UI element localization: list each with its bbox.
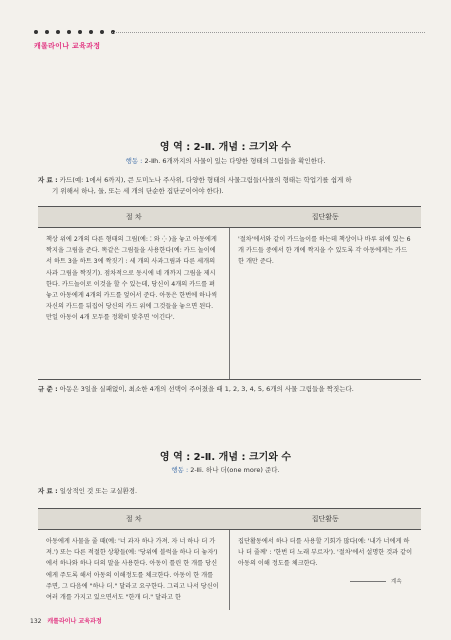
procedure-header: 절 차 — [38, 207, 230, 228]
continue-label: 계속 — [391, 579, 402, 585]
section2-material — [38, 486, 137, 497]
material-label: 자 료 : — [38, 176, 58, 184]
header-dots — [34, 30, 115, 34]
section1-activity-table — [38, 206, 421, 380]
page-footer — [30, 616, 102, 625]
section1-criterion — [38, 384, 421, 393]
material-text-1: 카드(예: 1에서 6까지), 큰 도미노나 주사위, 다양한 형태의 사물그림들(사물의 형태는 학업기를 쉽게 하 — [59, 176, 352, 184]
behavior-label: 행동 : — [171, 466, 189, 474]
procedure-header: 절 차 — [38, 509, 230, 530]
group-activity-text: '절차'에서와 같이 카드놀이를 하는데 책상이나 바루 위에 있는 6개 카드들 중에서 한 개에 짝지을 수 있도록 각 아동에게는 카드 한 개만 준다. — [230, 228, 422, 380]
group-activity-header: 집단활동 — [230, 509, 422, 530]
footer-book-title: 캐롤라이나 교육과정 — [47, 618, 102, 625]
page-number: 132 — [30, 618, 42, 625]
procedure-text: 책상 위에 2개의 다른 형태의 그림(예: ⁚ 와 ⁛ )을 놓고 아동에게 짝지을 그림을 준다. 똑같은 그림들을 사용한다(예: 카드 놀이에서 하트 3을 하트 3에 짝짓기 : 세 개의 사과그림과 다른 세개의 사과 그림을 짝짓기). 점차적으로 동시에 네 개까지 그림을 제시한다. 카드놀이로 이것을 할 수 있는데, 당신이 4개의 카드를 펴 놓고 아동에게 4개의 카드를 엎어서 준다. 아동은 한번에 하나씩 자신의 카드를 뒤집어 당신의 카드 위에 그것들을 놓으면 된다. 만일 아동이 4개 모두를 정확히 맞추면 '이긴다'. — [38, 228, 230, 380]
behavior-text: 2-Ⅱh. 6개까지의 사물이 있는 다양한 형태의 그림들을 확인한다. — [144, 157, 326, 165]
section1-title: 영 역 : 2-Ⅱ. 개념 : 크기와 수 — [159, 142, 292, 153]
header-dotted-rule — [112, 32, 425, 33]
group-activity-header: 집단활동 — [230, 207, 422, 228]
material-text-1: 일상적인 것 또는 교실환경. — [59, 487, 138, 495]
group-activity-text: 집단활동에서 하나 더를 사용할 기회가 많다(예: '내가 너에게 하나 더 줄께' : '한번 더 노래 부르자'). '절차'에서 설명한 것과 같이 아동의 이해 정도를 체크한다. — [238, 538, 413, 568]
section1-material — [38, 175, 428, 197]
behavior-text: 2-Ⅱi. 하나 더(one more) 준다. — [190, 466, 280, 474]
criterion-text: 아동은 3일을 실패없이, 최소한 4개의 선택이 주어졌을 때 1, 2, 3, 4, 5, 6개의 사물 그림들을 짝짓는다. — [59, 385, 354, 393]
material-label: 자 료 : — [38, 487, 58, 495]
criterion-label: 규 준 : — [38, 385, 58, 393]
section2-behavior — [0, 465, 451, 474]
continue-line — [350, 581, 386, 582]
material-text-2: 기 위해서 하나, 둘, 또는 세 개의 단순한 집단군이어야 한다). — [52, 187, 224, 195]
section2-activity-table — [38, 508, 421, 610]
continue-marker — [350, 577, 402, 585]
procedure-text: 아동에게 사물을 줄 때(예: '너 과자 하나 가져. 자 너 하나 더 가져.') 또는 다른 적절한 상황들(예: '당위에 블럭을 하나 더 놓자')에서 하나와 하나 더의 말을 사용한다. 아동이 틀린 한 개를 당신에게 주도록 해서 아동의 이해정도를 체크한다. 아동이 한 개를 주면, 그 다음에 "하나 더." 달라고 요구한다. 그리고 나서 당신이 여러 개를 가지고 있으면서도 "한개 더." 달라고 한 — [38, 530, 230, 610]
behavior-label: 행동 : — [125, 157, 143, 165]
section1-behavior — [0, 156, 451, 165]
section2-title: 영 역 : 2-Ⅱ. 개념 : 크기와 수 — [159, 452, 292, 463]
series-title: 캐롤라이나 교육과정 — [34, 42, 101, 50]
